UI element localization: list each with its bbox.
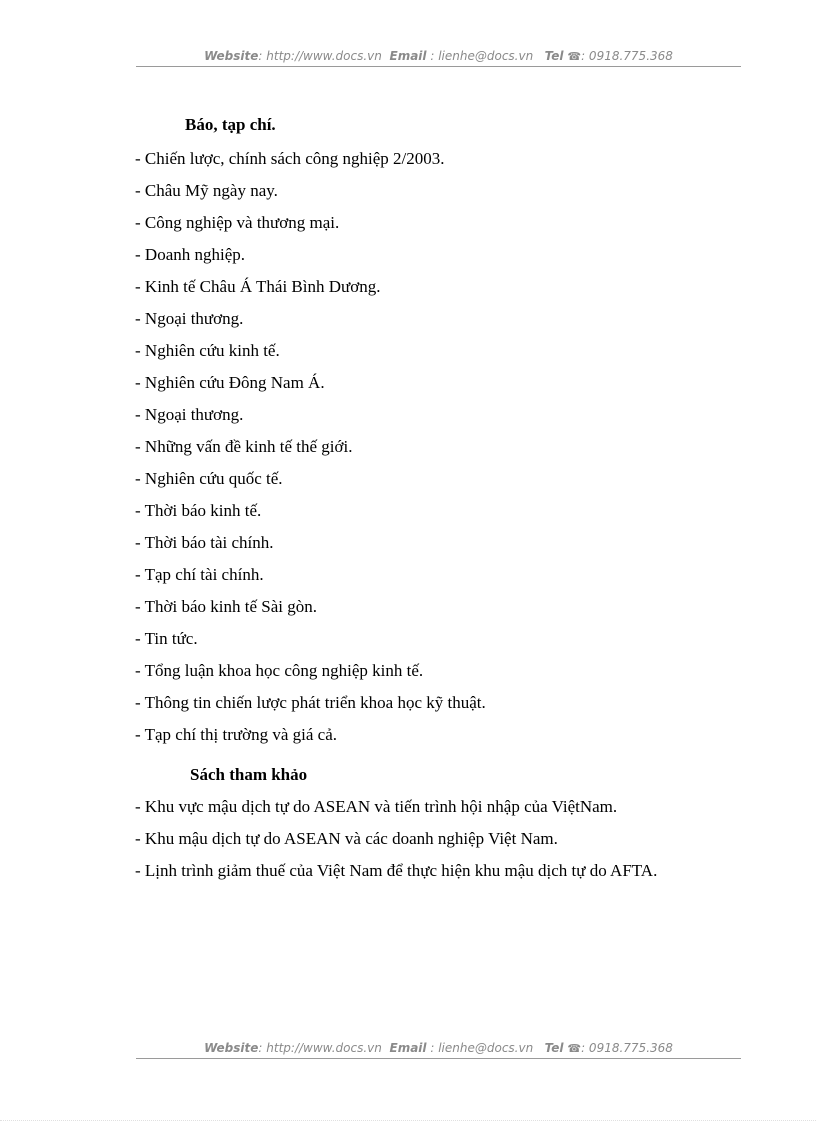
- footer-divider: [136, 1058, 741, 1059]
- list-item: - Khu mậu dịch tự do ASEAN và các doanh nghiệp Việt Nam.: [135, 829, 558, 848]
- list-item: - Ngoại thương.: [135, 309, 244, 328]
- footer-email-value[interactable]: : lienhe@docs.vn: [430, 1041, 534, 1055]
- book-list: [135, 791, 745, 887]
- page-header: [136, 48, 741, 65]
- page-footer: [136, 1040, 741, 1057]
- list-item: - Tin tức.: [135, 629, 198, 648]
- header-divider: [136, 66, 741, 67]
- section-title-books: Sách tham khảo: [190, 765, 308, 784]
- phone-icon: ☎: [567, 1042, 582, 1055]
- list-item: - Nghiên cứu quốc tế.: [135, 469, 283, 488]
- list-item: - Tạp chí thị trường và giá cả.: [135, 725, 337, 744]
- list-item: - Những vấn đề kinh tế thế giới.: [135, 437, 353, 456]
- section-title-newspapers: Báo, tạp chí.: [185, 115, 276, 134]
- header-email-label: Email: [389, 49, 427, 63]
- list-item: - Kinh tế Châu Á Thái Bình Dương.: [135, 277, 381, 296]
- header-website-value[interactable]: : http://www.docs.vn: [258, 49, 382, 63]
- list-item: - Ngoại thương.: [135, 405, 244, 424]
- list-item: - Nghiên cứu Đông Nam Á.: [135, 373, 325, 392]
- footer-email-label: Email: [389, 1041, 427, 1055]
- header-tel-value: : 0918.775.368: [581, 49, 673, 63]
- footer-website-value[interactable]: : http://www.docs.vn: [258, 1041, 382, 1055]
- header-email-value[interactable]: : lienhe@docs.vn: [430, 49, 534, 63]
- phone-icon: ☎: [567, 50, 582, 63]
- list-item: - Doanh nghiệp.: [135, 245, 246, 264]
- list-item: - Chiến lược, chính sách công nghiệp 2/2003.: [135, 149, 445, 168]
- list-item: - Thông tin chiến lược phát triển khoa học kỹ thuật.: [135, 693, 486, 712]
- page-edge-divider: [0, 1120, 816, 1121]
- footer-tel-label: Tel: [544, 1041, 564, 1055]
- list-item: - Công nghiệp và thương mại.: [135, 213, 340, 232]
- list-item: - Tổng luận khoa học công nghiệp kinh tế.: [135, 661, 424, 680]
- list-item: - Thời báo kinh tế Sài gòn.: [135, 597, 317, 616]
- header-website-label: Website: [204, 49, 259, 63]
- list-item: - Khu vực mậu dịch tự do ASEAN và tiến trình hội nhập của ViệtNam.: [135, 797, 618, 816]
- list-item: - Thời báo tài chính.: [135, 533, 274, 552]
- list-item: - Lịnh trình giảm thuế của Việt Nam để thực hiện khu mậu dịch tự do AFTA.: [135, 861, 658, 880]
- document-body: [135, 111, 745, 887]
- footer-tel-value: : 0918.775.368: [581, 1041, 673, 1055]
- header-tel-label: Tel: [544, 49, 564, 63]
- newspaper-list: [135, 143, 745, 751]
- list-item: - Nghiên cứu kinh tế.: [135, 341, 280, 360]
- footer-website-label: Website: [204, 1041, 259, 1055]
- list-item: - Châu Mỹ ngày nay.: [135, 181, 278, 200]
- list-item: - Tạp chí tài chính.: [135, 565, 264, 584]
- list-item: - Thời báo kinh tế.: [135, 501, 262, 520]
